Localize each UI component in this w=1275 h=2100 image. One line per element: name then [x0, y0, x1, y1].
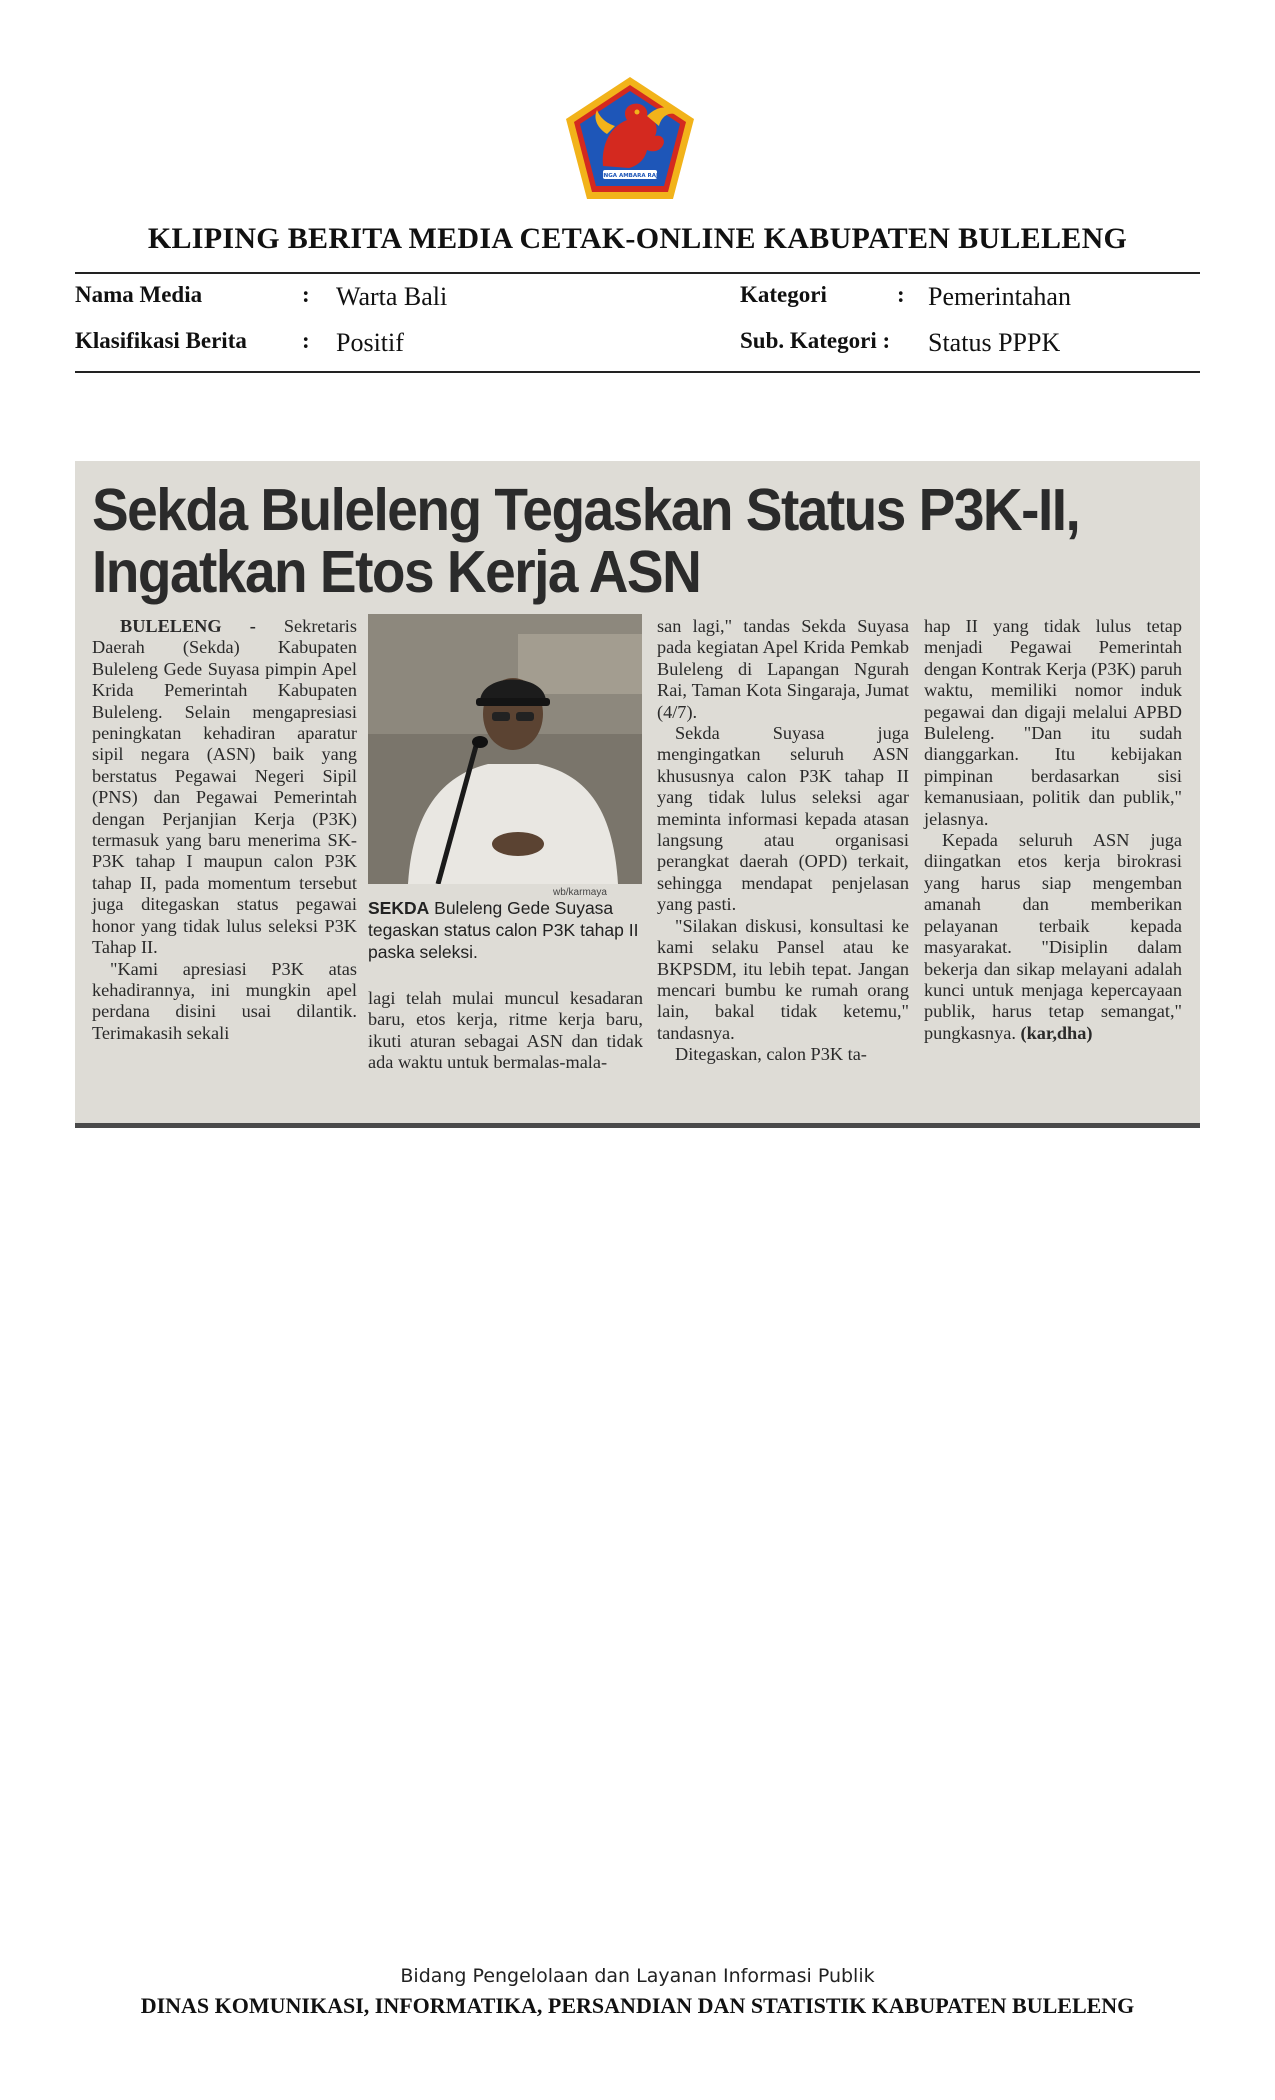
- col3-paragraph-4: Ditegaskan, calon P3K ta-: [675, 1044, 867, 1065]
- article-photo: [368, 614, 642, 884]
- footer-department: Bidang Pengelolaan dan Layanan Informasi Publik: [400, 1965, 875, 1987]
- col1-paragraph-2: "Kami apresiasi P3K atas kehadirannya, ini mungkin apel perdana disini usai dilantik. Terimakasih sekali: [92, 958, 357, 1043]
- headline-line1: Sekda Buleleng Tegaskan Status P3K-II,: [92, 476, 1080, 544]
- caption-bold: SEKDA: [368, 898, 430, 918]
- media-value: Warta Bali: [336, 282, 448, 311]
- col1-paragraph-1: Sekretaris Daerah (Sekda) Kabupaten Buleleng Gede Suyasa pimpin Apel Krida Pemerintah Kabupaten Buleleng. Selain mengapresiasi peningkatan kehadiran aparatur sipil negara (ASN) baik yang berstatus Pegawai Negeri Sipil (PNS) dan Pegawai Pemerintah dengan Perjanjian Kerja (P3K) termasuk yang baru menerima SK-P3K tahap I maupun calon P3K tahap II, pada momentum tersebut juga ditegaskan status pegawai honor yang tidak lulus seleksi P3K Tahap II.: [92, 616, 357, 958]
- kategori-label: Kategori: [740, 282, 827, 307]
- klasifikasi-value: Positif: [336, 328, 404, 357]
- signoff: (kar,dha): [1020, 1022, 1093, 1043]
- clipping-bottom-edge: [75, 1123, 1200, 1128]
- media-colon: :: [302, 282, 310, 307]
- col3-paragraph-1: san lagi," tandas Sekda Suyasa pada kegiatan Apel Krida Pemkab Buleleng di Lapangan Ngurah Rai, Taman Kota Singaraja, Jumat (4/7).: [657, 616, 909, 722]
- article-column-1: [92, 616, 357, 1044]
- media-label: Nama Media: [75, 282, 203, 307]
- klasifikasi-label: Klasifikasi Berita: [75, 328, 247, 353]
- headline-line2: Ingatkan Etos Kerja ASN: [92, 538, 701, 606]
- page-title: KLIPING BERITA MEDIA CETAK-ONLINE KABUPATEN BULELENG: [147, 222, 1128, 255]
- article-column-4: [924, 616, 1182, 1044]
- photo-credit: wb/karmaya: [553, 887, 607, 898]
- article-column-2: [368, 988, 643, 1074]
- klasifikasi-colon: :: [302, 328, 310, 353]
- col3-paragraph-2: Sekda Suyasa juga mengingatkan seluruh ASN khususnya calon P3K tahap II yang tidak lulus seleksi agar meminta informasi kepada atasan langsung atau organisasi perangkat daerah (OPD) terkait, sehingga mendapat penjelasan yang pasti.: [657, 723, 909, 915]
- col4-paragraph-2: Kepada seluruh ASN juga diingatkan etos kerja birokrasi yang harus siap mengemban amanah dan memberikan pelayanan terbaik kepada masyarakat. "Disiplin dalam bekerja dan sikap melayani adalah kunci untuk menjaga kepercayaan publik, harus tetap semangat," pungkasnya.: [924, 830, 1182, 1043]
- dateline: BULELENG -: [120, 616, 256, 636]
- col4-paragraph-1: hap II yang tidak lulus tetap menjadi Pegawai Pemerintah dengan Kontrak Kerja (P3K) paruh waktu, memiliki nomor induk pegawai dan digaji melalui APBD Buleleng. "Dan itu sudah dianggarkan. Itu kebijakan pimpinan berdasarkan sisi kemanusiaan, politik dan publik," jelasnya.: [924, 616, 1182, 829]
- footer-agency: DINAS KOMUNIKASI, INFORMATIKA, PERSANDIAN DAN STATISTIK KABUPATEN BULELENG: [140, 1993, 1135, 2018]
- kategori-value: Pemerintahan: [928, 282, 1071, 311]
- kabupaten-logo: [563, 74, 697, 202]
- col3-paragraph-3: "Silakan diskusi, konsultasi ke kami selaku Pansel atau ke BKPSDM, itu lebih tepat. Jangan mencari bumbu ke rumah orang lain, bakal tidak ketemu," tandasnya.: [657, 915, 909, 1043]
- col2-paragraph-1: lagi telah mulai muncul kesadaran baru, etos kerja, ritme kerja baru, ikuti aturan sebagai ASN dan tidak ada waktu untuk bermalas-mala-: [368, 988, 643, 1073]
- subkategori-value: Status PPPK: [928, 328, 1061, 357]
- article-column-3: [657, 616, 909, 1066]
- kategori-colon: :: [897, 282, 905, 307]
- caption-text: Buleleng Gede Suyasa tegaskan status calon P3K tahap II paska seleksi.: [368, 898, 639, 962]
- top-divider: [75, 272, 1200, 274]
- meta-divider: [75, 371, 1200, 373]
- photo-caption: [368, 897, 644, 963]
- newspaper-clipping: [75, 461, 1200, 1128]
- svg-text:SINGA AMBARA RAJA: SINGA AMBARA RAJA: [597, 173, 663, 179]
- subkategori-label: Sub. Kategori :: [740, 328, 891, 353]
